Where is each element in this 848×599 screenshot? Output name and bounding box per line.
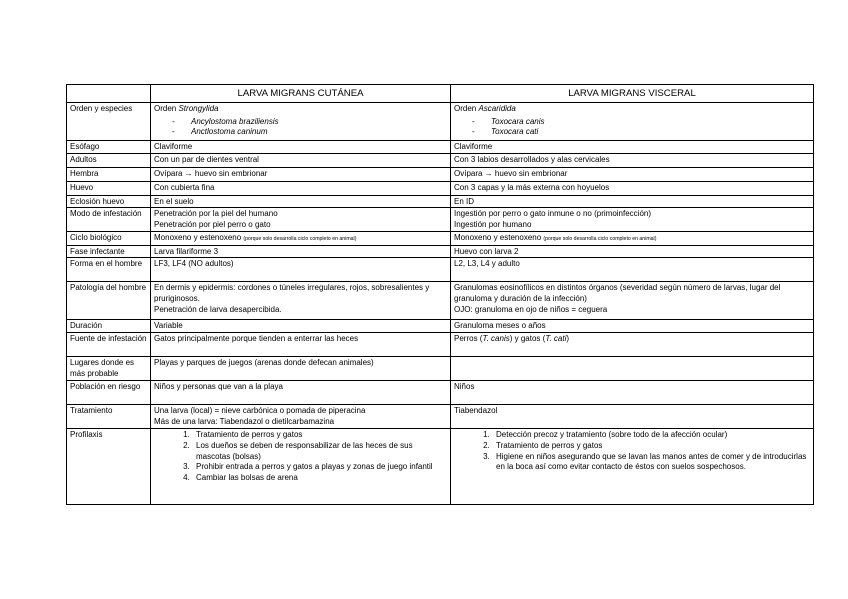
table-row-eclosion <box>67 195 814 208</box>
ciclo-note: (porque solo desarrolla ciclo completo en animal) <box>243 236 357 243</box>
cell-forma-visceral: L2, L3, L4 y adulto <box>451 258 814 282</box>
list-item: - Toxocara canis <box>454 117 810 128</box>
table-header-row <box>67 85 814 103</box>
cell-orden-cutanea <box>151 103 451 141</box>
table-row-modo <box>67 208 814 232</box>
orden-name: Ascaridida <box>478 104 516 113</box>
cell-esofago-visceral: Claviforme <box>451 141 814 154</box>
cell-fase-visceral: Huevo con larva 2 <box>451 245 814 258</box>
species-list-visceral <box>454 117 810 138</box>
row-label-esofago: Esófago <box>67 141 151 154</box>
table-row-duracion <box>67 320 814 333</box>
profilaxis-list-cutanea <box>154 430 447 483</box>
cell-tratamiento-cutanea: Una larva (local) = nieve carbónica o pomada de piperacina Más de una larva: Tiabendazol o dietilcarbamazina <box>151 405 451 429</box>
list-item: - Anctlostoma caninum <box>154 127 447 138</box>
table-row-esofago <box>67 141 814 154</box>
list-item: 1. Detección precoz y tratamiento (sobre todo de la afección ocular) <box>492 430 810 441</box>
cell-huevo-cutanea: Con cubierta fina <box>151 181 451 195</box>
row-label-fase: Fase infectante <box>67 245 151 258</box>
cell-poblacion-cutanea: Niños y personas que van a la playa <box>151 381 451 405</box>
row-label-modo: Modo de infestación <box>67 208 151 232</box>
table-row-fase <box>67 245 814 258</box>
table-row-patologia <box>67 282 814 320</box>
list-item: 2. Los dueños se deben de responsabilizar de las heces de sus mascotas (bolsas) <box>192 441 447 462</box>
list-item: 2. Tratamiento de perros y gatos <box>492 441 810 452</box>
list-item: 1. Tratamiento de perros y gatos <box>192 430 447 441</box>
cell-modo-cutanea: Penetración por la piel del humano Penetración por piel perro o gato <box>151 208 451 232</box>
list-item: 4. Cambiar las bolsas de arena <box>192 473 447 484</box>
cell-adultos-visceral: Con 3 labios desarrollados y alas cervicales <box>451 153 814 167</box>
header-cutanea: LARVA MIGRANS CUTÁNEA <box>151 85 451 103</box>
orden-prefix: Orden <box>154 104 179 113</box>
cell-orden-visceral <box>451 103 814 141</box>
row-label-duracion: Duración <box>67 320 151 333</box>
table-row-adultos <box>67 153 814 167</box>
list-item: 3. Prohibir entrada a perros y gatos a playas y zonas de juego infantil <box>192 462 447 473</box>
cell-esofago-cutanea: Claviforme <box>151 141 451 154</box>
cell-ciclo-cutanea: Monoxeno y estenoxeno (porque solo desarrolla ciclo completo en animal) <box>151 232 451 246</box>
row-label-ciclo: Ciclo biológico <box>67 232 151 246</box>
cell-ciclo-visceral: Monoxeno y estenoxeno (porque solo desarrolla ciclo completo en animal) <box>451 232 814 246</box>
comparison-table <box>66 84 814 505</box>
row-label-tratamiento: Tratamiento <box>67 405 151 429</box>
table-row-tratamiento <box>67 405 814 429</box>
orden-prefix: Orden <box>454 104 479 113</box>
row-label-patologia: Patología del hombre <box>67 282 151 320</box>
cell-lugares-cutanea: Playas y parques de juegos (arenas donde defecan animales) <box>151 357 451 381</box>
cell-eclosion-cutanea: En el suelo <box>151 195 451 208</box>
row-label-fuente: Fuente de infestación <box>67 333 151 357</box>
cell-forma-cutanea: LF3, LF4 (NO adultos) <box>151 258 451 282</box>
row-label-adultos: Adultos <box>67 153 151 167</box>
row-label-profilaxis: Profilaxis <box>67 429 151 505</box>
species-list-cutanea <box>154 117 447 138</box>
cell-eclosion-visceral: En ID <box>451 195 814 208</box>
cell-huevo-visceral: Con 3 capas y la más externa con hoyuelos <box>451 181 814 195</box>
cell-patologia-visceral: Granulomas eosinofílicos en distintos órganos (severidad según número de larvas, lugar del granuloma y duración de la infección) OJO: granuloma en ojo de niños = ceguera <box>451 282 814 320</box>
cell-lugares-visceral <box>451 357 814 381</box>
cell-profilaxis-cutanea <box>151 429 451 505</box>
cell-adultos-cutanea: Con un par de dientes ventral <box>151 153 451 167</box>
header-empty-cell <box>67 85 151 103</box>
orden-name: Strongylida <box>178 104 219 113</box>
cell-tratamiento-visceral: Tiabendazol <box>451 405 814 429</box>
row-label-poblacion: Población en riesgo <box>67 381 151 405</box>
cell-fase-cutanea: Larva filariforme 3 <box>151 245 451 258</box>
cell-patologia-cutanea: En dermis y epidermis: cordones o túneles irregulares, rojos, sobresalientes y pruriginosos. Penetración de larva desapercibida. <box>151 282 451 320</box>
cell-duracion-visceral: Granuloma meses o años <box>451 320 814 333</box>
cell-fuente-cutanea: Gatos principalmente porque tienden a enterrar las heces <box>151 333 451 357</box>
list-item: 3. Higiene en niños asegurando que se lavan las manos antes de comer y de introducirlas en la boca así como evitar contacto de éstos con suelos sospechosos. <box>492 452 810 473</box>
table-row-fuente <box>67 333 814 357</box>
cell-modo-visceral: Ingestión por perro o gato inmune o no (primoinfección) Ingestión por humano <box>451 208 814 232</box>
cell-hembra-cutanea: Ovípara → huevo sin embrionar <box>151 167 451 181</box>
cell-duracion-cutanea: Variable <box>151 320 451 333</box>
header-visceral: LARVA MIGRANS VISCERAL <box>451 85 814 103</box>
row-label-huevo: Huevo <box>67 181 151 195</box>
list-item: - Toxocara cati <box>454 127 810 138</box>
row-label-forma: Forma en el hombre <box>67 258 151 282</box>
table-row-ciclo <box>67 232 814 246</box>
table-row-forma <box>67 258 814 282</box>
ciclo-note: (porque solo desarrolla ciclo completo en animal) <box>543 236 657 243</box>
orden-visceral-line <box>454 104 810 115</box>
cell-profilaxis-visceral <box>451 429 814 505</box>
cell-fuente-visceral: Perros (T. canis) y gatos (T. cati) <box>451 333 814 357</box>
table-row-profilaxis <box>67 429 814 505</box>
row-label-hembra: Hembra <box>67 167 151 181</box>
row-label-lugares: Lugares donde es más probable <box>67 357 151 381</box>
row-label-orden: Orden y especies <box>67 103 151 141</box>
table-row-hembra <box>67 167 814 181</box>
profilaxis-list-visceral <box>454 430 810 472</box>
cell-poblacion-visceral: Niños <box>451 381 814 405</box>
orden-cutanea-line <box>154 104 447 115</box>
table-row-orden <box>67 103 814 141</box>
table-row-lugares <box>67 357 814 381</box>
row-label-eclosion: Eclosión huevo <box>67 195 151 208</box>
list-item: - Ancylostoma braziliensis <box>154 117 447 128</box>
table-row-poblacion <box>67 381 814 405</box>
table-row-huevo <box>67 181 814 195</box>
cell-hembra-visceral: Ovípara → huevo sin embrionar <box>451 167 814 181</box>
